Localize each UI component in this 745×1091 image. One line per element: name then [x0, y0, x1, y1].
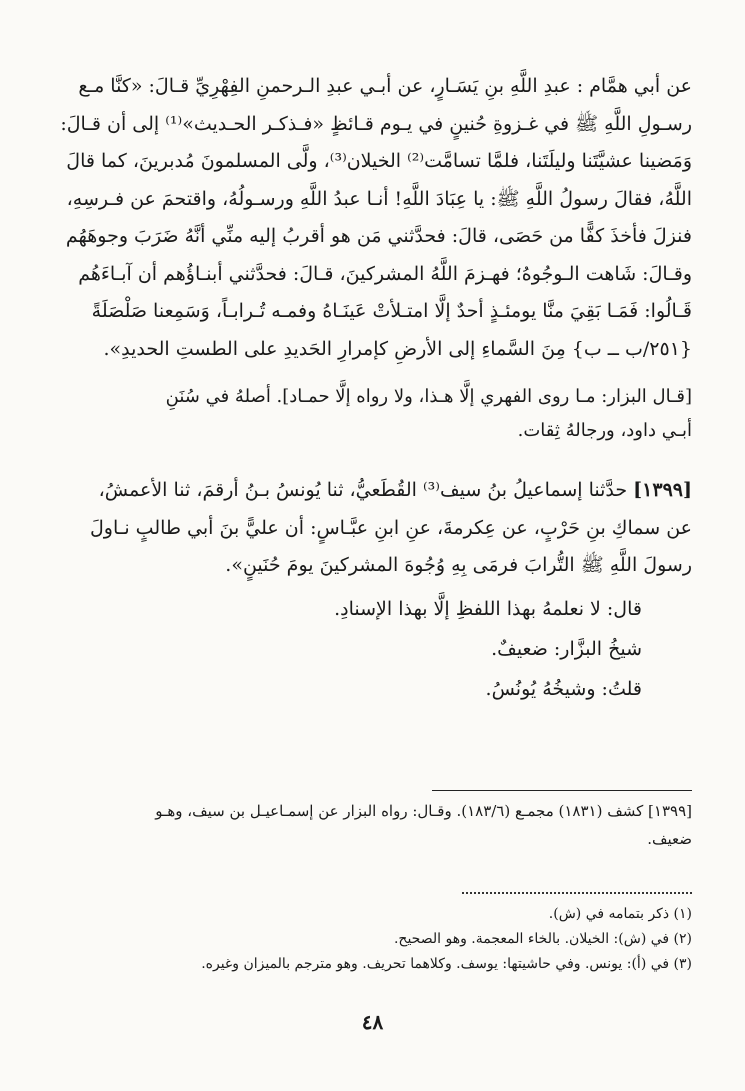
- text-line: قَـالُوا: فَمَـا بَقِيَ منَّا يومئـذٍ أحدٌ إلَّا امتـلأتْ عَينَـاهُ وفمـه تُـرابـاً، وَسَمِعنا صَلْصَلَةً: [91, 300, 692, 322]
- text-line: اللَّهُ، فقالَ رسولُ اللَّهِ ﷺ: يا عِبَادَ اللَّهِ! أنـا عبدُ اللَّهِ ورسـولُهُ، واقتحمَ عن فـرسِهِ،: [66, 187, 692, 210]
- hadith-number: [١٣٩٩]: [633, 479, 692, 501]
- footnote-divider: [432, 790, 692, 791]
- footnote-item: (٢) في (ش): الخيلان. بالخاء المعجمة. وهو الصحيح.: [393, 931, 692, 947]
- text-line: عن أبي همَّام : عبدِ اللَّهِ بنِ يَسَـارٍ، عن أبـي عبدِ الـرحمنِ الفِهْرِيِّ قـالَ: «كنَّا مـع: [78, 75, 692, 97]
- hadith-narration: [60, 68, 692, 368]
- comment-line: شيخُ البزَّار: ضعيفٌ.: [491, 637, 642, 660]
- footnote-item: (١) ذكر بتمامه في (ش).: [548, 906, 692, 922]
- text-line: [60, 472, 692, 510]
- comment-line: قلتُ: وشيخُهُ يُونُسُ.: [485, 677, 642, 700]
- page-body: [60, 68, 692, 709]
- text-line: رسـولِ اللَّهِ ﷺ في غـزوةِ حُنينٍ في يـوم قـائظٍ «فـذكـر الحـديث»⁽¹⁾ إلى أن قـالَ:: [60, 112, 692, 135]
- bazzar-note: [60, 380, 692, 448]
- text-line: وَمَضينا عشيَّتَنا وليلَتَنا، فلمَّا تسامَّت⁽²⁾ الخيلان⁽³⁾، ولَّى المسلمونَ مُدبرينَ، كما قالَ: [66, 150, 692, 172]
- hadith-1399: [60, 472, 692, 709]
- note-line: أبـي داود، ورجالهُ ثِقات.: [517, 420, 692, 441]
- footnote-line: ضعيف.: [647, 830, 692, 848]
- footnote-line: [١٣٩٩] كشف (١٨٣١) مجمـع (١٨٣/٦). وقـال: رواه البزار عن إسمـاعيـل بن سيف، وهـو: [155, 802, 692, 820]
- comment-line: قال: لا نعلمهُ بهذا اللفظِ إلَّا بهذا الإسنادِ.: [334, 597, 642, 620]
- text-line: عن سماكِ بنِ حَرْبٍ، عن عِكرمةَ، عنِ ابنِ عبَّـاسٍ: أن عليًّ بنَ أبي طالبٍ نـاولَ: [90, 516, 692, 539]
- text-line: رسولَ اللَّهِ ﷺ التُّرابَ فرمَى بِهِ وُجُوهَ المشركينَ يومَ حُنَينٍ».: [225, 554, 692, 576]
- hadith-line-text: حدَّثنا إسماعيلُ بنُ سيف⁽³⁾ القُطَعيُّ، ثنا يُونسُ بـنُ أرقمَ، ثنا الأعمشُ،: [98, 479, 628, 501]
- hadith-comments: [60, 589, 692, 709]
- text-line: فنزلَ فأخذَ كفًّا من حَصَى، قالَ: فحدَّثني مَن هو أقربُ إليه منِّي أنَّهُ ضَرَبَ وجوهَهُم: [65, 225, 692, 247]
- dotted-divider: [462, 892, 692, 894]
- text-line: وقـالَ: شَاهت الـوجُوهُ؛ فهـزمَ اللَّهُ المشركينَ، قـالَ: فحدَّثني أبنـاؤُهم أن آبـاءَهُم: [78, 262, 692, 285]
- source-footnote: [60, 797, 692, 853]
- text-line: {٢٥١/ب ــ ب} مِنَ السَّماءِ إلى الأرضِ كإمرارِ الحَديدِ على الطستِ الحديدِ».: [103, 337, 692, 360]
- page-number: ٤٨: [361, 1010, 384, 1034]
- footnote-item: (٣) في (أ): يونس. وفي حاشيتها: يوسف. وكلاهما تحريف. وهو مترجم بالميزان وغيره.: [201, 956, 692, 972]
- note-line: [قـال البزار: مـا روى الفهري إلَّا هـذا، ولا رواه إلَّا حمـاد]. أصلهُ في سُنَنِ: [165, 386, 692, 407]
- footnote-list: [60, 902, 692, 977]
